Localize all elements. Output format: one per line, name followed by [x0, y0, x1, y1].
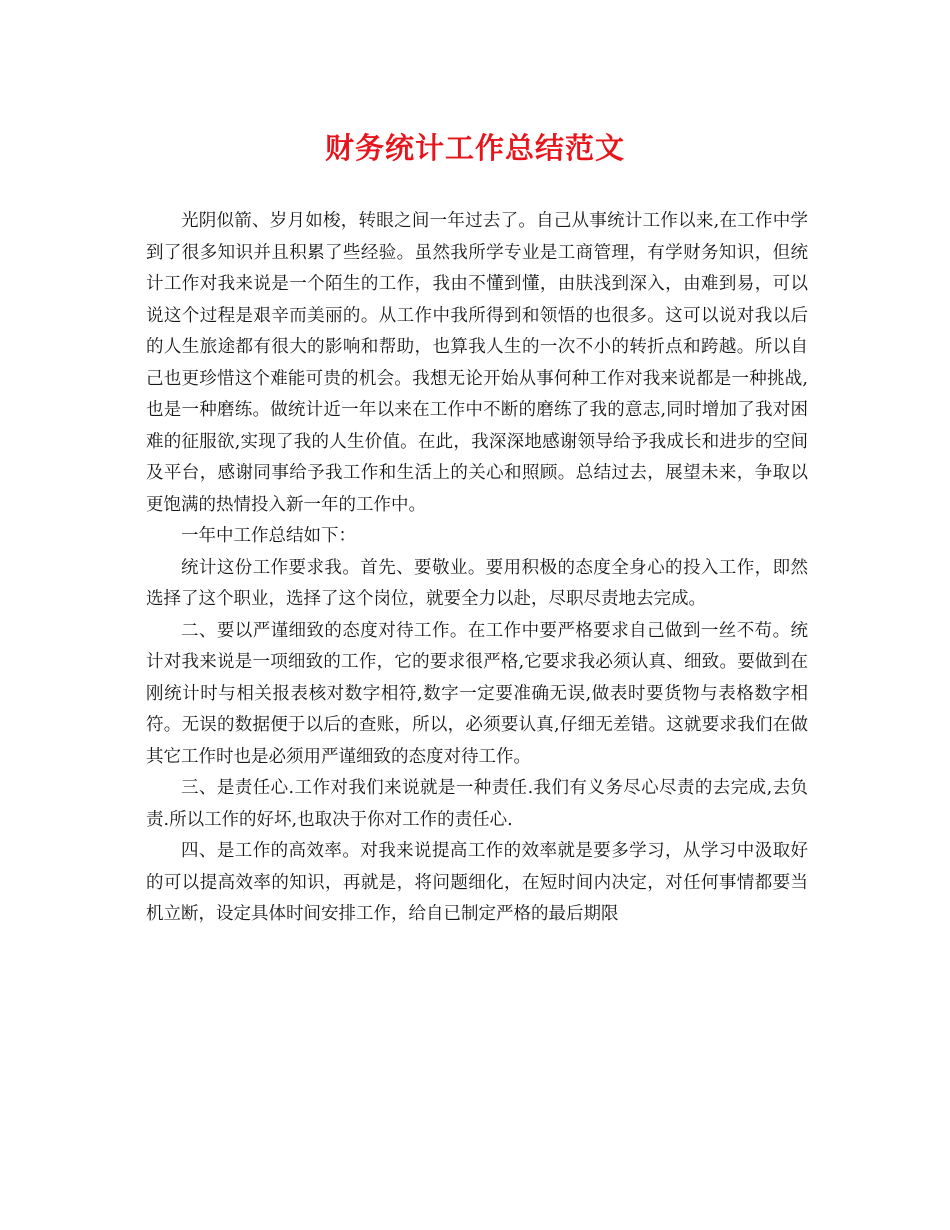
paragraph-point-3: 三、是责任心.工作对我们来说就是一种责任.我们有义务尽心尽责的去完成,去负责.所以工作的好坏,也取决于你对工作的责任心. — [146, 778, 808, 830]
document-title: 财务统计工作总结范文 — [324, 131, 625, 165]
paragraph-intro: 光阴似箭、岁月如梭，转眼之间一年过去了。自己从事统计工作以来,在工作中学到了很多知识并且积累了些经验。虽然我所学专业是工商管理，有学财务知识，但统计工作对我来说是一个陌生的工作，我由不懂到懂，由肤浅到深入，由难到易，可以说这个过程是艰辛而美丽的。从工作中我所得到和领悟的也很多。这可以说对我以后的人生旅途都有很大的影响和帮助，也算我人生的一次不小的转折点和跨越。所以自己也更珍惜这个难能可贵的机会。我想无论开始从事何种工作对我来说都是一种挑战,也是一种磨练。做统计近一年以来在工作中不断的磨练了我的意志,同时增加了我对困难的征服欲,实现了我的人生价值。在此，我深深地感谢领导给予我成长和进步的空间及平台，感谢同事给予我工作和生活上的关心和照顾。总结过去，展望未来，争取以更饱满的热情投入新一年的工作中。 — [146, 211, 808, 515]
paragraph-point-4: 四、是工作的高效率。对我来说提高工作的效率就是要多学习，从学习中汲取好的可以提高效率的知识，再就是，将问题细化，在短时间内决定，对任何事情都要当机立断，设定具体时间安排工作，给自已制定严格的最后期限 — [146, 841, 808, 924]
paragraph-point-1: 统计这份工作要求我。首先、要敬业。要用积极的态度全身心的投入工作，即然选择了这个职业，选择了这个岗位，就要全力以赴，尽职尽责地去完成。 — [146, 557, 808, 609]
document-body — [146, 206, 808, 931]
paragraph-point-2: 二、要以严谨细致的态度对待工作。在工作中要严格要求自己做到一丝不苟。统计对我来说是一项细致的工作，它的要求很严格,它要求我必须认真、细致。要做到在刚统计时与相关报表核对数字相符,数字一定要准确无误,做表时要货物与表格数字相符。无误的数据便于以后的查账，所以，必须要认真,仔细无差错。这就要求我们在做其它工作时也是必须用严谨细致的态度对待工作。 — [146, 620, 808, 767]
paragraph-summary-heading: 一年中工作总结如下： — [181, 526, 356, 546]
